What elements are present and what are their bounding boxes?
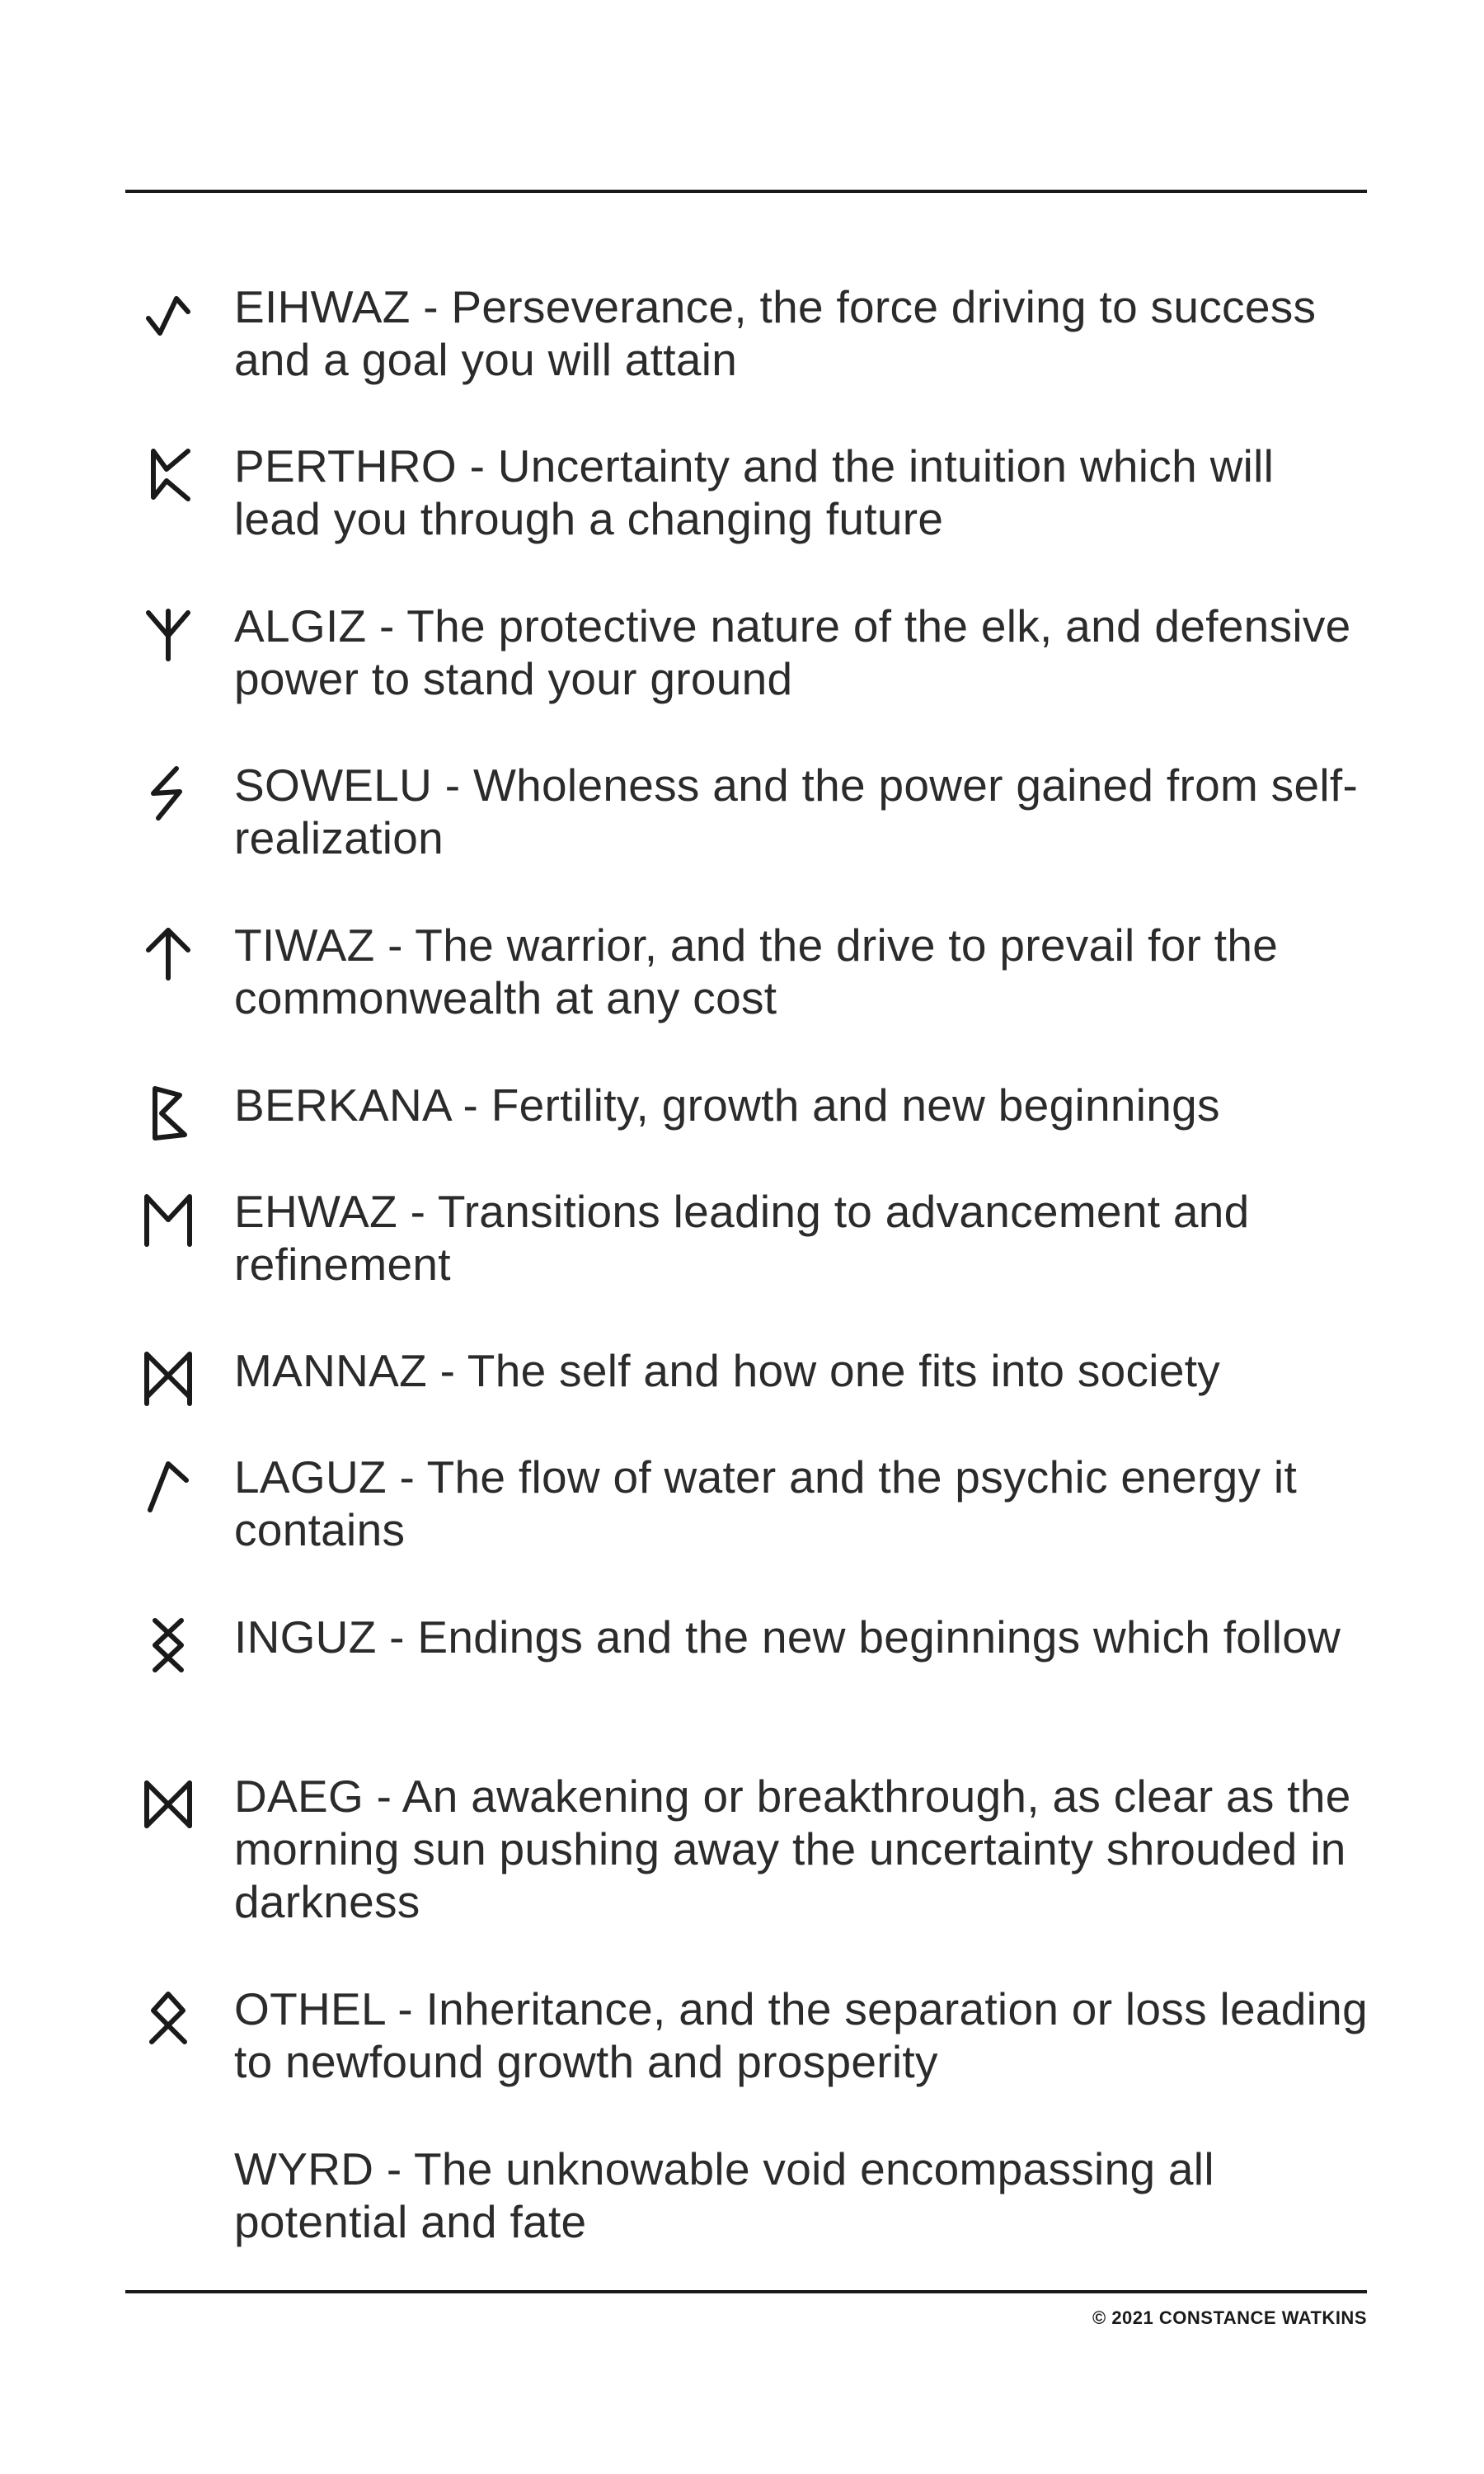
rune-description: SOWELU - Wholeness and the power gained from self-realization [234, 760, 1359, 863]
daeg-rune-icon [139, 1775, 198, 1834]
mannaz-rune-icon [139, 1349, 198, 1409]
tiwaz-rune-icon [139, 924, 198, 983]
bottom-divider [125, 2290, 1367, 2293]
rune-description: MANNAZ - The self and how one fits into society [234, 1345, 1221, 1396]
algiz-rune-icon [139, 604, 198, 664]
ehwaz-rune-icon [139, 1190, 198, 1249]
copyright-notice: © 2021 CONSTANCE WATKINS [1092, 2307, 1367, 2328]
rune-description: LAGUZ - The flow of water and the psychic energy it contains [234, 1451, 1298, 1555]
rune-description: DAEG - An awakening or breakthrough, as clear as the morning sun pushing away the uncertainty shrouded in darkness [234, 1771, 1351, 1927]
eihwaz-rune-icon [139, 287, 198, 346]
rune-description: PERTHRO - Uncertainty and the intuition which will lead you through a changing future [234, 440, 1275, 544]
laguz-rune-icon [139, 1456, 198, 1515]
rune-description: BERKANA - Fertility, growth and new beginnings [234, 1079, 1220, 1131]
rune-description: ALGIZ - The protective nature of the elk, and defensive power to stand your ground [234, 600, 1351, 704]
sowelu-rune-icon [139, 764, 198, 823]
rune-description: INGUZ - Endings and the new beginnings which follow [234, 1611, 1341, 1663]
perthro-rune-icon [139, 444, 198, 504]
rune-description: OTHEL - Inheritance, and the separation or loss leading to newfound growth and prosperity [234, 1983, 1368, 2087]
rune-description: EHWAZ - Transitions leading to advancement and refinement [234, 1186, 1250, 1290]
berkana-rune-icon [139, 1084, 198, 1143]
rune-description: EIHWAZ - Perseverance, the force driving to success and a goal you will attain [234, 281, 1317, 385]
othel-rune-icon [139, 1987, 198, 2047]
rune-description: WYRD - The unknowable void encompassing all potential and fate [234, 2143, 1214, 2247]
inguz-rune-icon [139, 1616, 198, 1675]
rune-description: TIWAZ - The warrior, and the drive to prevail for the commonwealth at any cost [234, 920, 1279, 1023]
